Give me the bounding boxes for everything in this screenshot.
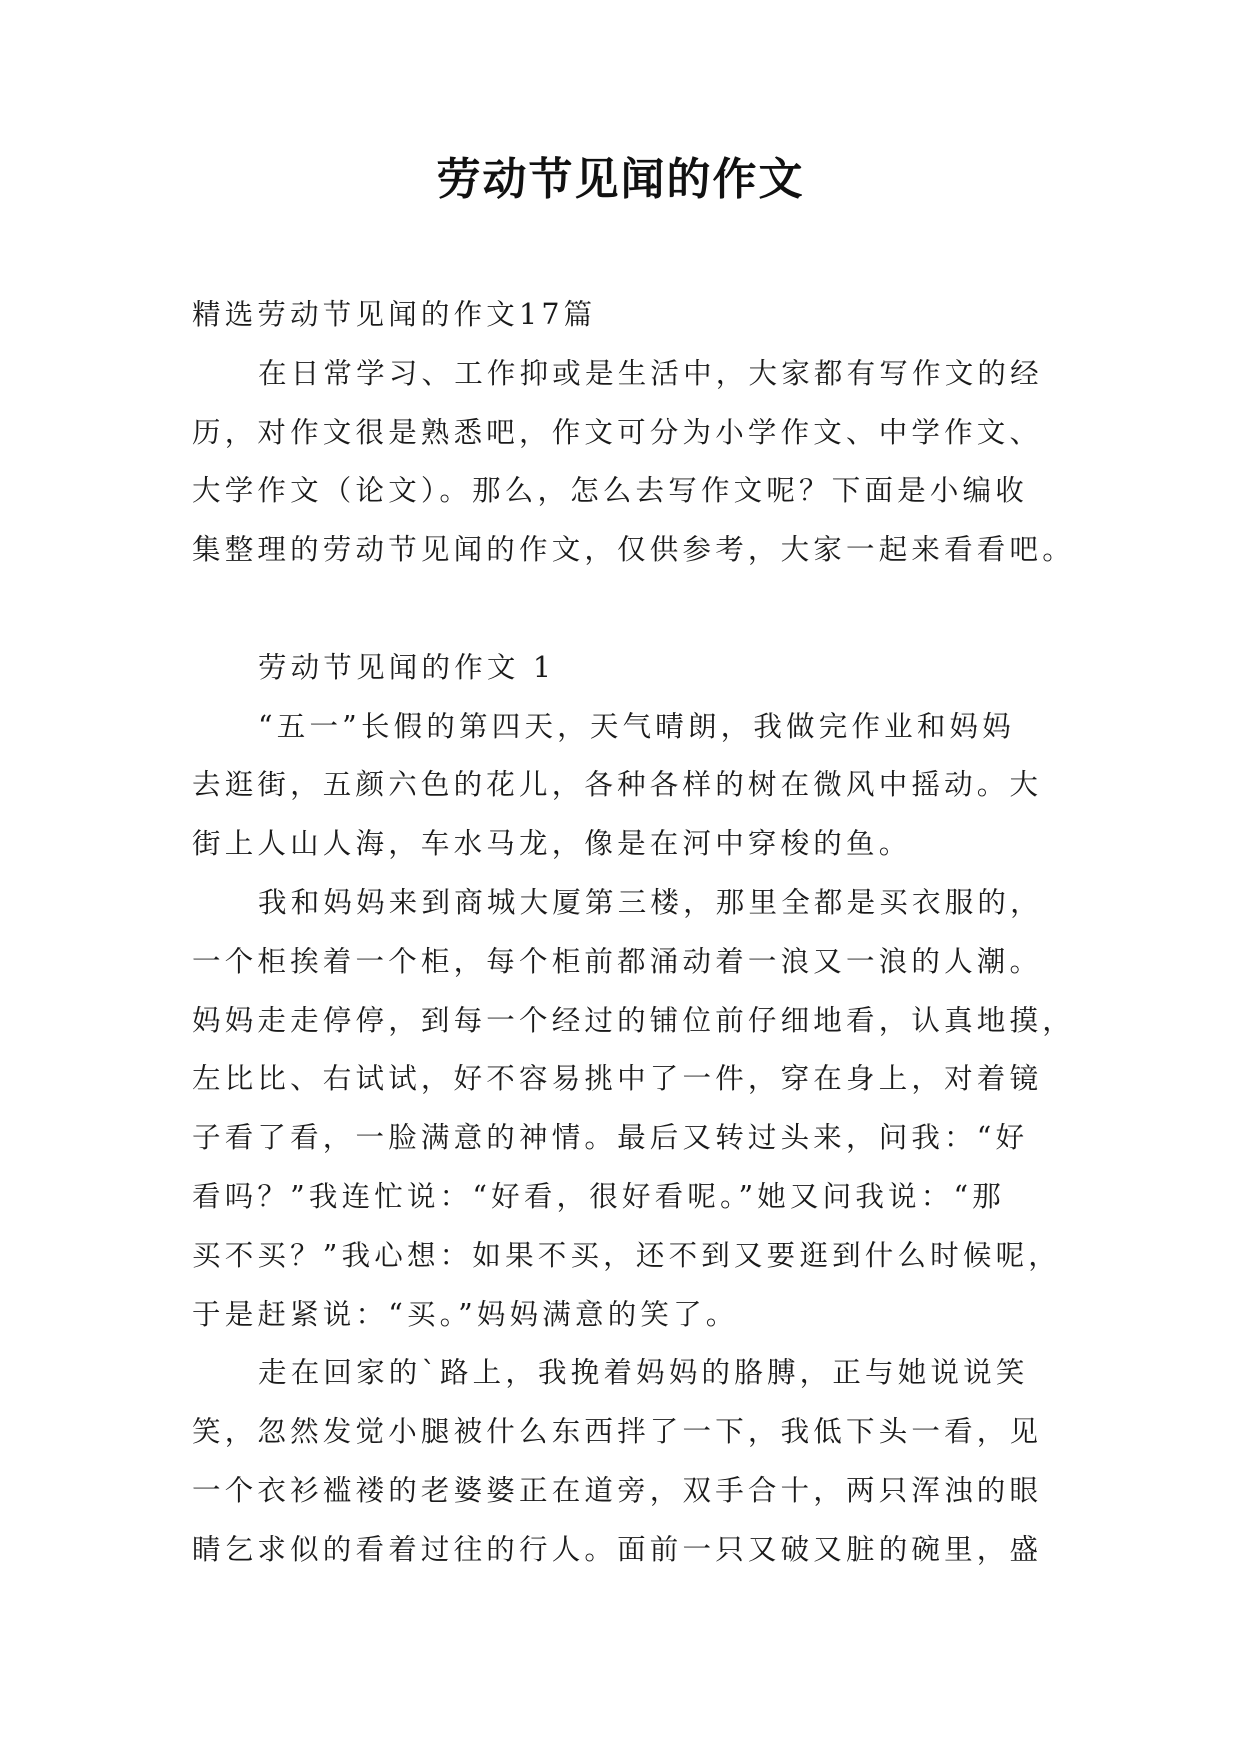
section-heading: 劳动节见闻的作文 1 [258,650,556,684]
document-subtitle: 精选劳动节见闻的作文17篇 [192,298,597,331]
paragraph-line: 一个衣衫褴褛的老婆婆正在道旁，双手合十，两只浑浊的眼 [192,1473,1043,1507]
blank-line [192,580,1072,639]
document-body [192,286,1075,1580]
paragraph-line: “五一”长假的第四天，天气晴朗，我做完作业和妈妈 [258,709,1015,743]
paragraph-line: 子看了看，一脸满意的神情。最后又转过头来，问我：“好 [192,1121,1029,1155]
paragraph-line: 集整理的劳动节见闻的作文，仅供参考，大家一起来看看吧。 [192,533,1075,567]
paragraph-line: 大学作文（论文）。那么，怎么去写作文呢？下面是小编收 [192,474,1028,508]
body-paragraph-1 [192,698,1072,874]
paragraph-line: 走在回家的`路上，我挽着妈妈的胳膊，正与她说说笑 [258,1356,1029,1390]
body-paragraph-3 [192,1344,1072,1579]
paragraph-line: 看吗？”我连忙说：“好看，很好看呢。”她又问我说：“那 [192,1179,1005,1213]
paragraph-line: 我和妈妈来到商城大厦第三楼，那里全都是买衣服的， [258,885,1043,919]
body-paragraph-2 [192,874,1075,1344]
paragraph-line: 买不买？”我心想：如果不买，还不到又要逛到什么时候呢， [192,1238,1061,1272]
paragraph-line: 一个柜挨着一个柜，每个柜前都涌动着一浪又一浪的人潮。 [192,944,1043,978]
paragraph-line: 历，对作文很是熟悉吧，作文可分为小学作文、中学作文、 [192,415,1043,449]
paragraph-line: 睛乞求似的看着过往的行人。面前一只又破又脏的碗里，盛 [192,1532,1043,1566]
intro-paragraph [192,345,1075,580]
paragraph-line: 左比比、右试试，好不容易挑中了一件，穿在身上，对着镜 [192,1062,1043,1096]
document-title: 劳动节见闻的作文 [436,154,805,205]
paragraph-line: 笑，忽然发觉小腿被什么东西拌了一下，我低下头一看，见 [192,1415,1043,1449]
paragraph-line: 去逛街，五颜六色的花儿，各种各样的树在微风中摇动。大 [192,768,1043,802]
paragraph-line: 于是赶紧说：“买。”妈妈满意的笑了。 [192,1297,739,1331]
paragraph-line: 在日常学习、工作抑或是生活中，大家都有写作文的经 [258,356,1043,390]
paragraph-line: 妈妈走走停停，到每一个经过的铺位前仔细地看，认真地摸， [192,1003,1075,1037]
paragraph-line: 街上人山人海，车水马龙，像是在河中穿梭的鱼。 [192,827,912,861]
